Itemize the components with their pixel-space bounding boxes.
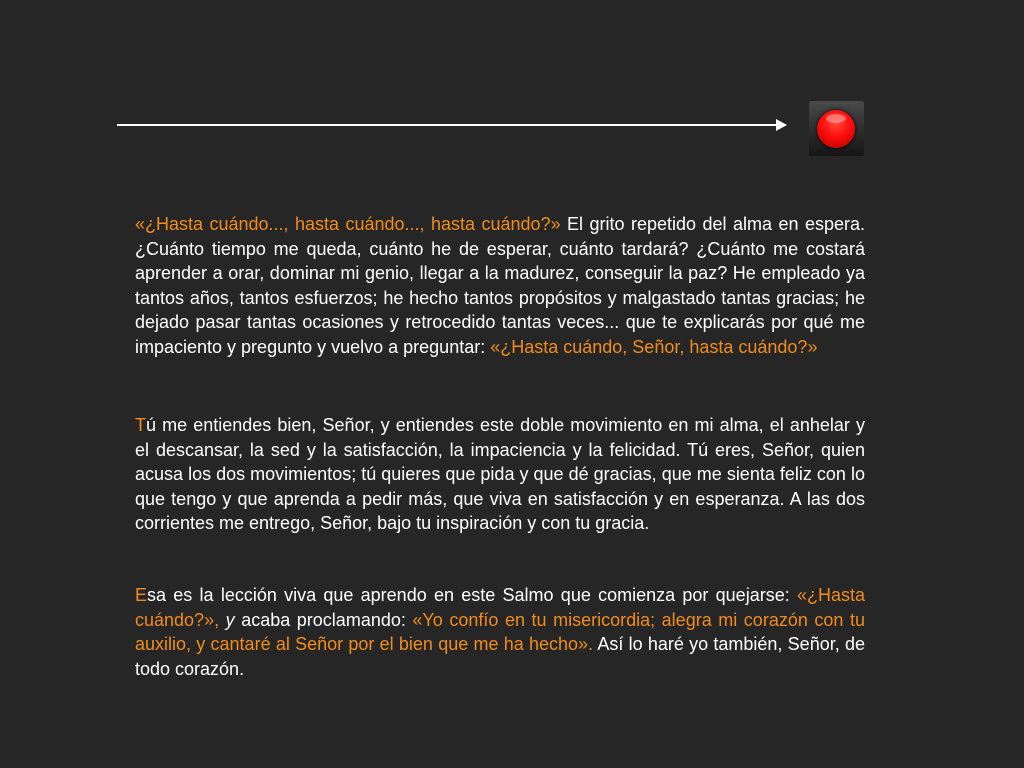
paragraph-2-initial: T	[135, 415, 146, 435]
quote-comma: ,	[214, 609, 226, 630]
paragraph-1	[135, 212, 865, 359]
paragraph-2-body: ú me entiendes bien, Señor, y entiendes este doble movimiento en mi alma, el anhelar y el descansar, la sed y la satisfacción, la impaciencia y la felicidad. Tú eres, Señor, quien acusa los dos movimientos; tú quieres que pida y que dé gracias, que me sienta feliz con lo que tengo y que aprenda a pedir más, que viva en satisfacción y en esperanza. A las dos corrientes me entrego, Señor, bajo tu inspiración y con tu gracia.	[135, 415, 865, 533]
quote-hasta-cuando-triple: «¿Hasta cuándo..., hasta cuándo..., hasta cuándo?»	[135, 214, 561, 234]
paragraph-3-ending: Así lo haré yo también, Señor, de todo corazón.	[135, 634, 865, 679]
paragraph-3-initial: E	[135, 585, 148, 605]
quote-hasta-cuando-senor: «¿Hasta cuándo, Señor, hasta cuándo?»	[490, 336, 818, 357]
quote-yo-confio: «Yo confío en tu misericordia; alegra mi corazón con tu auxilio, y cantaré al Señor por el bien que me ha hecho».	[135, 609, 865, 654]
quote-hasta-cuando: «¿Hasta cuándo?»	[135, 585, 865, 630]
arrow-right-icon	[776, 119, 787, 131]
paragraph-2	[135, 413, 865, 536]
y-word: y	[225, 609, 235, 630]
paragraph-3-body-start: sa es la lección viva que aprendo en este Salmo que comienza por quejarse:	[147, 585, 797, 605]
record-icon	[817, 110, 855, 148]
paragraph-3	[135, 583, 865, 681]
record-button[interactable]	[809, 101, 864, 156]
paragraph-3-middle: acaba proclamando:	[234, 609, 413, 630]
arrow-line	[117, 124, 777, 126]
paragraph-1-body: El grito repetido del alma en espera. ¿Cuánto tiempo me queda, cuánto he de esperar, cuánto tardará? ¿Cuánto me costará aprender a orar, dominar mi genio, llegar a la madurez, conseguir la paz? He empleado ya tantos años, tantos esfuerzos; he hecho tantos propósitos y malgastado tantas gracias; he dejado pasar tantas ocasiones y retrocedido tantas veces... que te explicarás por qué me impaciento y pregunto y vuelvo a preguntar:	[135, 214, 865, 357]
